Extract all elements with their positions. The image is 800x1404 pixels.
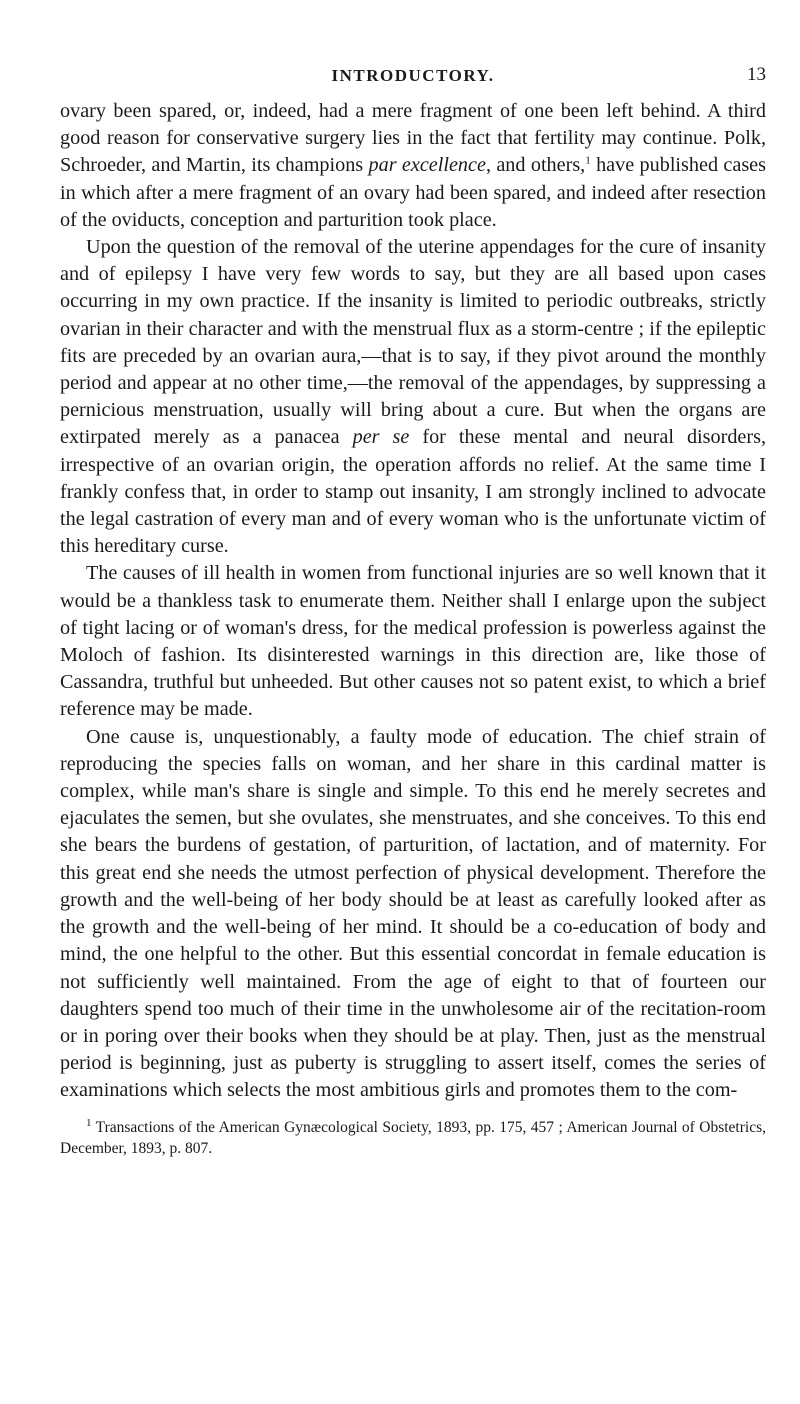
running-header [60, 58, 766, 88]
paragraph-4: One cause is, unquestionably, a faulty mode of education. The chief strain of reproducing the species falls on woman, and her share in this cardinal matter is complex, while man's share is single and simple. To this end he merely secretes and ejaculates the semen, but she ovulates, she menstruates, and she conceives. To this end she bears the burdens of gestation, of parturition, of lactation, and of maternity. For this great end she needs the utmost perfection of physical development. Therefore the growth and the well-being of her body should be at least as carefully looked after as the growth and the well-being of her mind. It should be a co-education of body and mind, the one helpful to the other. But this essential concordat in female education is not sufficiently well maintained. From the age of eight to that of fourteen our daughters spend too much of their time in the unwholesome air of the recitation-room or in poring over their books when they should be at play. Then, just as the menstrual period is beginning, just as puberty is struggling to assert itself, comes the series of examinations which selects the most ambitious girls and promotes them to the com- [60, 725, 766, 1102]
footnote-1-text: Transactions of the American Gynæcological Society, 1893, pp. 175, 457 ; American Journal of Obstetrics, December, 1893, p. 807. [60, 1118, 766, 1157]
book-page [60, 58, 766, 1159]
paragraph-1-text-a: ovary been spared, or, indeed, had a mere fragment of one been left behind. A third good reason for conservative surgery lies in the fact that fertility may continue. Polk, Schroeder, and Martin, its champions [60, 100, 766, 177]
body-text [60, 98, 766, 1105]
footnote-1 [60, 1117, 766, 1159]
paragraph-2-text-a: Upon the question of the removal of the uterine appendages for the cure of insanity and of epilepsy I have very few words to say, but they are all based upon cases occurring in my own practice. If the insanity is limited to periodic outbreaks, strictly ovarian in their character and with the menstrual flux as a storm-centre ; if the epileptic fits are preceded by an ovarian aura,—that is to say, if they pivot around the monthly period and appear at no other time,—the removal of the appendages, by suppressing a pernicious menstruation, usually will bring about a cure. But when the organs are extirpated merely as a panacea [60, 236, 766, 449]
paragraph-3: The causes of ill health in women from functional injuries are so well known that it would be a thankless task to enumerate them. Neither shall I enlarge upon the subject of tight lacing or of woman's dress, for the medical profession is powerless against the Moloch of fashion. Its disinterested warnings in this direction are, like those of Cassandra, truthful but unheeded. But other causes not so patent exist, to which a brief reference may be made. [60, 562, 766, 721]
paragraph-1-text-c: have published cases in which after a mere fragment of an ovary had been spared, and indeed after resection of the oviducts, conception and parturition took place. [60, 154, 766, 231]
paragraph-1 [60, 98, 766, 234]
paragraph-1-text-b: , and others, [485, 154, 586, 177]
paragraph-2 [60, 234, 766, 560]
footnote-reference: 1 [585, 154, 591, 167]
page-number: 13 [747, 64, 766, 85]
paragraph-1-italic: par excellence [368, 154, 486, 177]
footnotes [60, 1117, 766, 1159]
paragraph-2-italic: per se [352, 426, 410, 449]
paragraph-2-text-b: for these mental and neural disorders, irrespective of an ovarian origin, the operation affords no relief. At the same time I frankly confess that, in order to stamp out insanity, I am strongly inclined to advocate the legal castration of every man and of every woman who is the unfortunate victim of this hereditary curse. [60, 426, 767, 558]
footnote-1-mark: 1 [86, 1116, 92, 1129]
running-title: INTRODUCTORY. [331, 66, 495, 85]
